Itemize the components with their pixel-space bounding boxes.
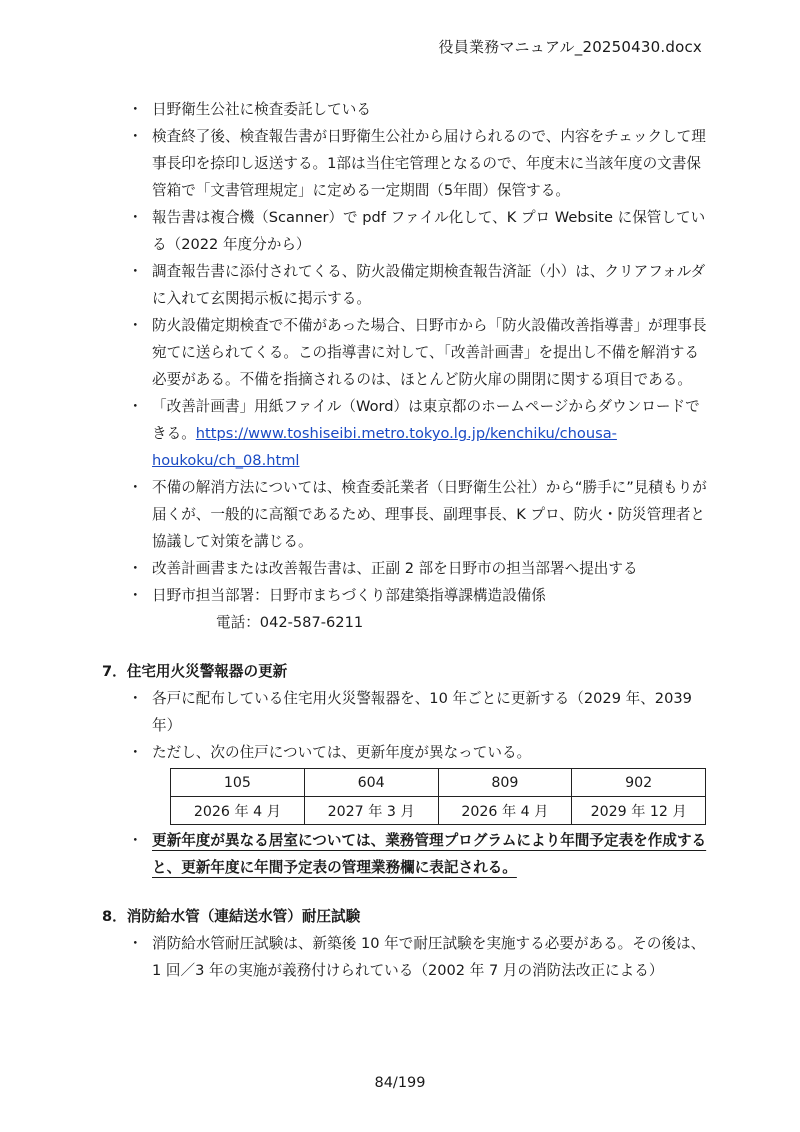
- list-item: ・ 改善計画書または改善報告書は、正副 2 部を日野市の担当部署へ提出する: [128, 555, 708, 582]
- year-cell: 2027 年 3 月: [304, 797, 438, 825]
- unit-renewal-table: [170, 768, 706, 825]
- inspection-bullet-list: [128, 96, 708, 636]
- download-link[interactable]: https://www.toshiseibi.metro.tokyo.lg.jp/kenchiku/chousa-houkoku/ch_08.html: [152, 425, 617, 469]
- bold-note: 更新年度が異なる居室については、業務管理プログラムにより年間予定表を作成すると、更新年度に年間予定表の管理業務欄に表記される。: [152, 832, 707, 876]
- page-number: 84/199: [374, 1075, 426, 1091]
- document-filename: 役員業務マニュアル_20250430.docx: [438, 38, 702, 56]
- list-item: ・ 調査報告書に添付されてくる、防火設備定期検査報告済証（小）は、クリアフォルダに入れて玄関掲示板に掲示する。: [128, 258, 708, 312]
- download-text: 「改善計画書」用紙ファイル（Word）は東京都のホームページからダウンロードできる。: [152, 398, 700, 442]
- unit-cell: 604: [304, 769, 438, 797]
- document-body: [102, 96, 708, 984]
- list-item: ・ 日野衛生公社に検査委託している: [128, 96, 708, 123]
- list-item: ・ 不備の解消方法については、検査委託業者（日野衛生公社）から“勝手に”見積もりが届くが、一般的に高額であるため、理事長、副理事長、K プロ、防火・防災管理者と協議して対策を講じる。: [128, 474, 708, 555]
- section-8-title: 8．消防給水管（連結送水管）耐圧試験: [102, 908, 361, 925]
- table-row-years: [171, 797, 706, 825]
- list-item: ・ 各戸に配布している住宅用火災警報器を、10 年ごとに更新する（2029 年、2039 年）: [128, 685, 708, 739]
- year-cell: 2029 年 12 月: [572, 797, 706, 825]
- section-7-list: [128, 685, 708, 766]
- list-item: ・ 消防給水管耐圧試験は、新築後 10 年で耐圧試験を実施する必要がある。その後は、1 回／3 年の実施が義務付けられている（2002 年 7 月の消防法改正による）: [128, 930, 708, 984]
- list-item-contact: [128, 582, 708, 636]
- year-cell: 2026 年 4 月: [171, 797, 305, 825]
- unit-cell: 105: [171, 769, 305, 797]
- year-cell: 2026 年 4 月: [438, 797, 572, 825]
- unit-cell: 902: [572, 769, 706, 797]
- section-7-note-list: [128, 827, 708, 881]
- table-row-units: [171, 769, 706, 797]
- section-8-list: [128, 930, 708, 984]
- list-item: ・ 防火設備定期検査で不備があった場合、日野市から「防火設備改善指導書」が理事長宛てに送られてくる。この指導書に対して、「改善計画書」を提出し不備を解消する必要がある。不備を指摘されるのは、ほとんど防火扉の開閉に関する項目である。: [128, 312, 708, 393]
- list-item: ・ 検査終了後、検査報告書が日野衛生公社から届けられるので、内容をチェックして理事長印を捺印し返送する。1部は当住宅管理となるので、年度末に当該年度の文書保管箱で「文書管理規定」に定める一定期間（5年間）保管する。: [128, 123, 708, 204]
- list-item-bold: [128, 827, 708, 881]
- list-item: ・ ただし、次の住戸については、更新年度が異なっている。: [128, 739, 708, 766]
- list-item: ・ 報告書は複合機（Scanner）で pdf ファイル化して、K プロ Website に保管している（2022 年度分から）: [128, 204, 708, 258]
- contact-phone: 電話：042-587-6211: [216, 614, 364, 631]
- unit-cell: 809: [438, 769, 572, 797]
- list-item-download: [128, 393, 708, 474]
- contact-dept: ・ 日野市担当部署：日野市まちづくり部建築指導課構造設備係: [152, 587, 546, 604]
- section-7-title: 7．住宅用火災警報器の更新: [102, 663, 288, 680]
